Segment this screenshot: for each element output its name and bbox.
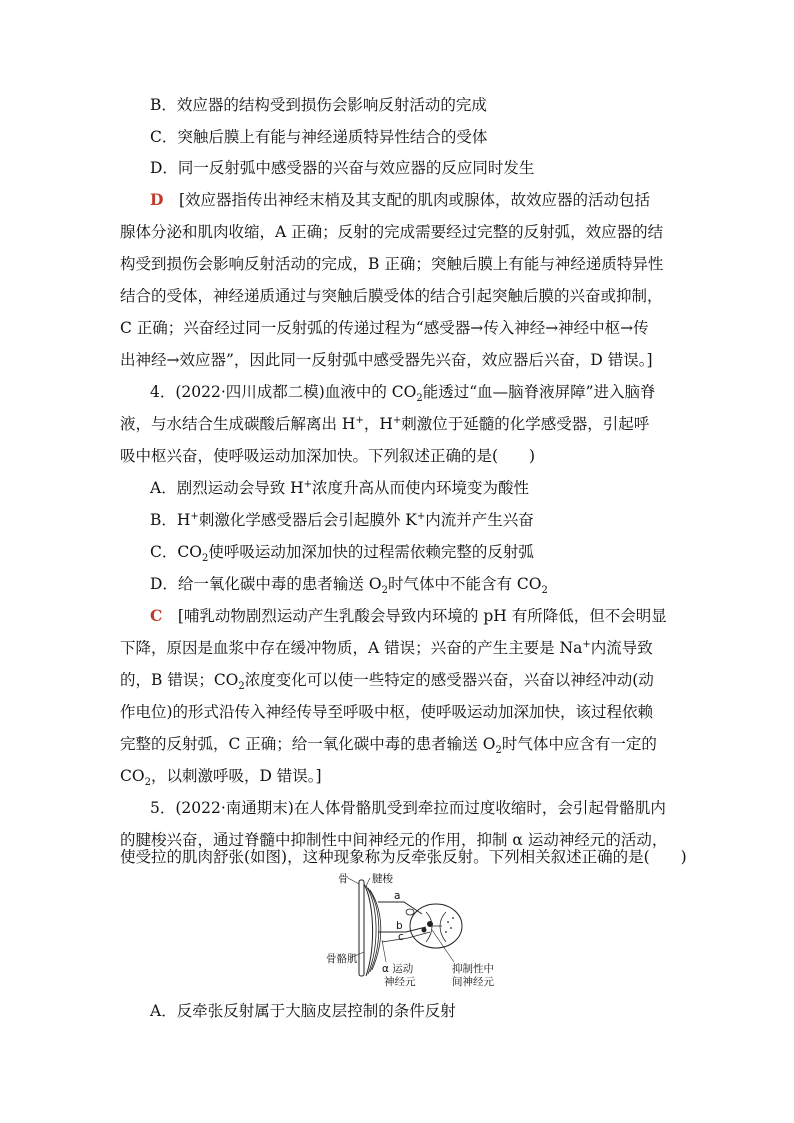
q4-explanation-line-5: 完整的反射弧，C 正确；给一氧化碳中毒的患者输送 $O_2$时气体中应含有一定的: [120, 735, 657, 757]
q3-explanation-line-2: 腺体分泌和肌肉收缩，A 正确；反射的完成需要经过完整的反射弧，效应器的结: [120, 223, 664, 241]
q5-stem-line-1: 5．(2022·南通期末)在人体骨骼肌受到牵拉而过度收缩时，会引起骨骼肌内: [150, 799, 666, 817]
label-inhibitory-2: 间神经元: [452, 976, 494, 988]
q3-answer: D: [150, 190, 164, 209]
q3-option-d: D．同一反射弧中感受器的兴奋与效应器的反应同时发生: [150, 159, 535, 177]
q3-explanation-line-5: C 正确；兴奋经过同一反射弧的传递过程为“感受器→传入神经→神经中枢→传: [120, 319, 649, 337]
q4-explanation-line-6: $CO_2$，以刺激呼吸，D 错误。]: [120, 767, 322, 789]
q4-stem-line-2: 液，与水结合生成碳酸后解离出 H+，H+刺激位于延髓的化学感受器，引起呼: [120, 414, 650, 433]
q4-option-d: D．给一氧化碳中毒的患者输送 $O_2$时气体中不能含有 $CO_2$: [150, 575, 548, 597]
q4-explanation-line-3: 的，B 错误；$CO_2$浓度变化可以使一些特定的感受器兴奋，兴奋以神经冲动(动: [120, 671, 654, 693]
label-inhibitory-1: 抑制性中: [452, 963, 494, 975]
q5-stem-line-2: 的腱梭兴奋，通过脊髓中抑制性中间神经元的作用，抑制 α 运动神经元的活动，: [120, 831, 668, 849]
q4-explanation-line-2: 下降，原因是血浆中存在缓冲物质，A 错误；兴奋的产生主要是 Na+内流导致: [120, 638, 653, 657]
q4-option-a: A．剧烈运动会导致 H+浓度升高从而使内环境变为酸性: [150, 478, 530, 497]
q3-explanation-line-1: D [效应器指传出神经末梢及其支配的肌肉或腺体，故效应器的活动包括: [150, 190, 651, 209]
q3-option-c: C．突触后膜上有能与神经递质特异性结合的受体: [150, 128, 488, 146]
q4-explanation-line-4: 作电位)的形式沿传入神经传导至呼吸中枢，使呼吸运动加深加快，该过程依赖: [120, 703, 654, 721]
q4-option-c: C．$CO_2$使呼吸运动加深加快的过程需依赖完整的反射弧: [150, 543, 534, 565]
label-a: a: [394, 890, 401, 902]
label-c: c: [398, 931, 404, 943]
label-b: b: [396, 920, 403, 932]
q4-explanation-line-1: C [哺乳动物剧烈运动产生乳酸会导致内环境的 pH 有所降低，但不会明显: [150, 606, 667, 625]
q5-option-a: A．反牵张反射属于大脑皮层控制的条件反射: [150, 1002, 456, 1020]
q4-stem-line-1: 4．(2022·四川成都二模)血液中的 $CO_2$能透过“血—脑脊液屏障”进入脑脊: [150, 383, 656, 405]
label-skeletal-muscle: 骨骼肌: [326, 953, 358, 965]
bone-shape: [359, 880, 364, 976]
q4-answer: C: [150, 606, 163, 625]
interneuron-body: [427, 921, 433, 927]
q3-explanation-line-3: 构受到损伤会影响反射活动的完成，B 正确；突触后膜上有能与神经递质特异性: [120, 255, 664, 273]
reflex-diagram: [326, 872, 494, 990]
label-bone: 骨: [338, 873, 349, 885]
q3-explanation-line-4: 结合的受体，神经递质通过与突触后膜受体的结合引起突触后膜的兴奋或抑制，: [120, 287, 663, 305]
label-alpha-motor-1: α 运动: [382, 963, 414, 975]
label-tendon-spindle: 腱梭: [372, 873, 393, 885]
q3-explanation-line-6: 出神经→效应器”，因此同一反射弧中感受器先兴奋，效应器后兴奋，D 错误。]: [120, 351, 653, 369]
q5-stem-line-3: 使受拉的肌肉舒张(如图)，这种现象称为反牵张反射。下列相关叙述正确的是( ): [120, 848, 687, 866]
q4-option-b: B．H+刺激化学感受器后会引起膜外 K+内流并产生兴奋: [150, 510, 534, 529]
label-alpha-motor-2: 神经元: [384, 976, 416, 988]
q3-option-b: B．效应器的结构受到损伤会影响反射活动的完成: [150, 96, 487, 114]
q4-stem-line-3: 吸中枢兴奋，使呼吸运动加深加快。下列叙述正确的是( ): [120, 447, 536, 465]
